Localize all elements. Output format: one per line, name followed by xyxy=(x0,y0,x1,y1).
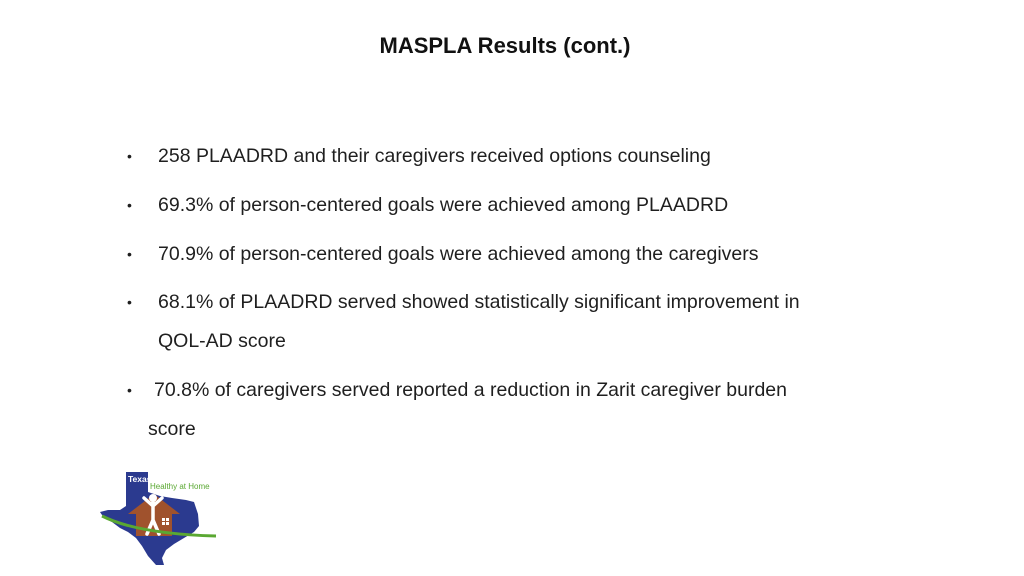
bullet-continuation: score xyxy=(148,418,196,440)
texas-map-icon xyxy=(98,470,218,566)
bullet-continuation: QOL-AD score xyxy=(158,330,286,352)
texas-healthy-at-home-logo xyxy=(98,470,218,566)
bullet-text: 69.3% of person-centered goals were achieved among PLAADRD xyxy=(158,194,729,216)
bullet-dot: • xyxy=(127,246,132,262)
slide-title: MASPLA Results (cont.) xyxy=(379,33,631,58)
bullet-dot: • xyxy=(127,197,132,213)
bullet-text: 70.8% of caregivers served reported a reduction in Zarit caregiver burden xyxy=(154,379,787,401)
bullet-dot: • xyxy=(127,294,132,310)
bullet-text: 70.9% of person-centered goals were achieved among the caregivers xyxy=(158,243,759,265)
bullet-dot: • xyxy=(127,148,132,164)
bullet-text: 258 PLAADRD and their caregivers received options counseling xyxy=(158,145,711,167)
bullet-text: 68.1% of PLAADRD served showed statistically significant improvement in xyxy=(158,291,800,313)
logo-word-texas: Texas xyxy=(128,474,152,484)
bullet-dot: • xyxy=(127,382,132,398)
logo-word-healthy-at-home: Healthy at Home xyxy=(150,482,210,491)
